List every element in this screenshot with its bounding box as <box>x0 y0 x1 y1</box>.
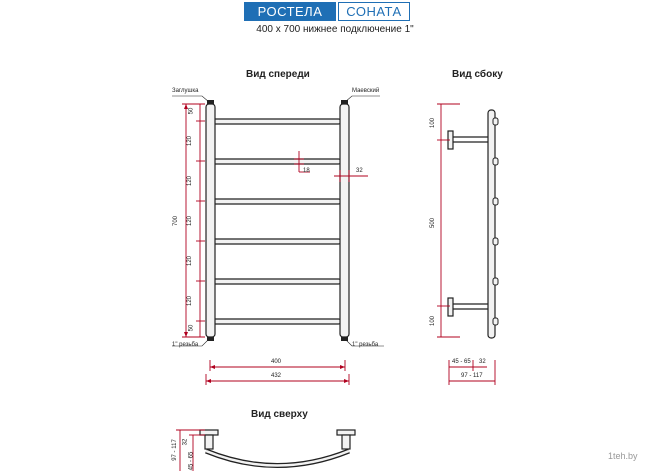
dim-seg-top: 50 <box>188 107 195 115</box>
side-bar-stub <box>493 238 498 245</box>
dim-bar: 18 <box>303 168 310 174</box>
plug-cap <box>207 100 214 104</box>
left-upright <box>206 104 215 337</box>
side-dim-offset-b: 32 <box>479 359 486 365</box>
top-dim-offset: 32 <box>182 438 189 446</box>
side-dim-offset-a: 45 - 65 <box>452 359 471 365</box>
side-dim-top: 100 <box>430 117 437 129</box>
wall-bracket-bottom <box>448 298 453 316</box>
plug-leader <box>172 96 209 102</box>
side-bar-stub <box>493 318 498 325</box>
towel-bar <box>213 279 341 284</box>
top-view-title: Вид сверху <box>251 409 308 420</box>
towel-bar <box>213 199 341 204</box>
side-bar-stub <box>493 118 498 125</box>
dim-seg-5: 120 <box>187 295 194 307</box>
right-connector <box>341 337 348 341</box>
mayevsky-leader <box>345 96 380 102</box>
dim-height-total: 700 <box>173 215 180 227</box>
front-view-title: Вид спереди <box>246 69 310 80</box>
side-view <box>437 104 498 385</box>
top-dim-mount: 45 - 65 <box>188 451 195 471</box>
side-dim-depth: 97 - 117 <box>461 373 483 379</box>
dim-seg-bottom: 50 <box>188 324 195 332</box>
mayevsky-label: Маевский <box>352 88 380 94</box>
side-dim-bottom: 100 <box>430 315 437 327</box>
top-dim-depth: 97 - 117 <box>171 439 178 461</box>
top-bracket-right <box>337 430 355 435</box>
model-name: СОНАТА <box>338 2 410 21</box>
thread-right-label: 1" резьба <box>352 342 379 348</box>
watermark: 1teh.by <box>608 451 638 461</box>
side-bar-stub <box>493 278 498 285</box>
front-bars <box>213 119 341 324</box>
left-connector <box>207 337 214 341</box>
side-view-title: Вид сбоку <box>452 69 503 80</box>
towel-bar <box>213 319 341 324</box>
brand-name: РОСТЕЛА <box>244 2 336 21</box>
side-bar-stub <box>493 158 498 165</box>
side-dim-middle: 500 <box>430 217 437 229</box>
dim-seg-4: 120 <box>187 255 194 267</box>
dim-seg-2: 120 <box>187 175 194 187</box>
towel-bar <box>213 239 341 244</box>
top-bracket-left <box>200 430 218 435</box>
towel-bar <box>213 119 341 124</box>
top-view <box>176 430 355 471</box>
dim-width-inner: 400 <box>271 359 282 365</box>
right-upright <box>340 104 349 337</box>
dim-width-outer: 432 <box>271 373 282 379</box>
side-tube <box>488 110 495 338</box>
dim-tube: 32 <box>356 168 363 174</box>
product-subtitle: 400 x 700 нижнее подключение 1" <box>256 24 414 35</box>
side-bar-stub <box>493 198 498 205</box>
thread-left-label: 1" резьба <box>172 342 199 348</box>
plug-label: Заглушка <box>172 88 199 94</box>
dim-seg-3: 120 <box>187 215 194 227</box>
dim-seg-1: 120 <box>187 135 194 147</box>
towel-bar <box>213 159 341 164</box>
